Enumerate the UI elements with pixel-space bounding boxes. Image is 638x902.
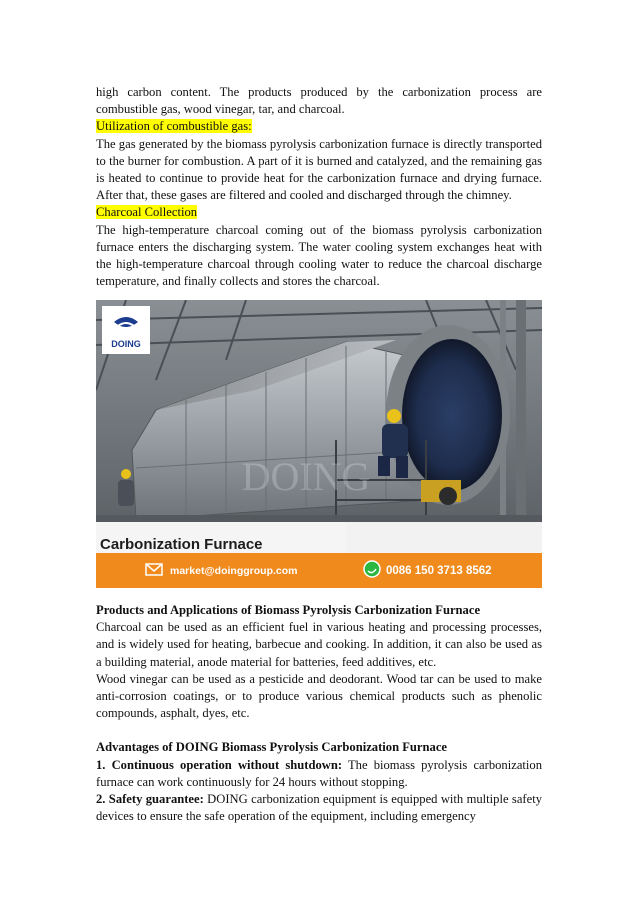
banner-title: Carbonization Furnace: [100, 536, 263, 553]
charcoal-heading: [96, 204, 542, 221]
advantage-1-text: The biomass pyrolysis carbonization furnace can work continuously for 24 hours without stopping.: [96, 757, 542, 789]
gas-heading-highlight: Utilization of combustible gas:: [96, 119, 252, 134]
contact-email: market@doinggroup.com: [170, 565, 298, 577]
products-paragraph-2: Wood vinegar can be used as a pesticide and deodorant. Wood tar can be used to make anti-corrosion coatings, or to produce various chemical products such as phenolic compounds, asphalt, dyes, etc.: [96, 671, 542, 721]
advantage-1-label: 1. Continuous operation without shutdown:: [96, 757, 343, 772]
logo-text: DOING: [111, 339, 141, 349]
gas-paragraph: The gas generated by the biomass pyrolysis carbonization furnace is directly transported to the burner for combustion. A part of it is burned and catalyzed, and the remaining gas is heated to continue to provide heat for the carbonization furnace and drying furnace. After that, these gases are filtered and cooled and discharged through the chimney.: [96, 136, 542, 203]
watermark-text: DOING: [241, 454, 371, 499]
bottom-text-block: [96, 602, 542, 825]
top-text-block: [96, 84, 542, 290]
advantages-heading: Advantages of DOING Biomass Pyrolysis Carbonization Furnace: [96, 740, 448, 755]
intro-paragraph: high carbon content. The products produced by the carbonization process are combustible gas, wood vinegar, tar, and charcoal.: [96, 85, 542, 117]
advantage-2-label: 2. Safety guarantee:: [96, 792, 204, 807]
gas-heading: [96, 118, 542, 135]
doing-logo: [102, 306, 150, 354]
advantage-1: [96, 757, 542, 791]
charcoal-heading-highlight: Charcoal Collection: [96, 205, 198, 220]
furnace-photo: [96, 300, 542, 588]
contact-phone: 0086 150 3713 8562: [386, 565, 492, 577]
advantage-2: [96, 791, 542, 825]
paragraph-gap: [96, 722, 542, 739]
products-paragraph-1: Charcoal can be used as an efficient fuel in various heating and processing processes, and is widely used for heating, barbecue and cooking. In addition, it can also be used as a building material, anode material for batteries, feed additives, etc.: [96, 620, 542, 669]
advantage-2-text: DOING carbonization equipment is equipped with multiple safety devices to ensure the safe operation of the equipment, including emergency: [96, 792, 543, 824]
products-heading: Products and Applications of Biomass Pyrolysis Carbonization Furnace: [96, 603, 481, 617]
whatsapp-icon: [364, 561, 380, 577]
charcoal-paragraph: The high-temperature charcoal coming out of the biomass pyrolysis carbonization furnace enters the discharging system. The water cooling system exchanges heat with the high-temperature charcoal through cooling water to reduce the charcoal discharge temperature, and finally collects and stores the charcoal.: [96, 222, 542, 289]
